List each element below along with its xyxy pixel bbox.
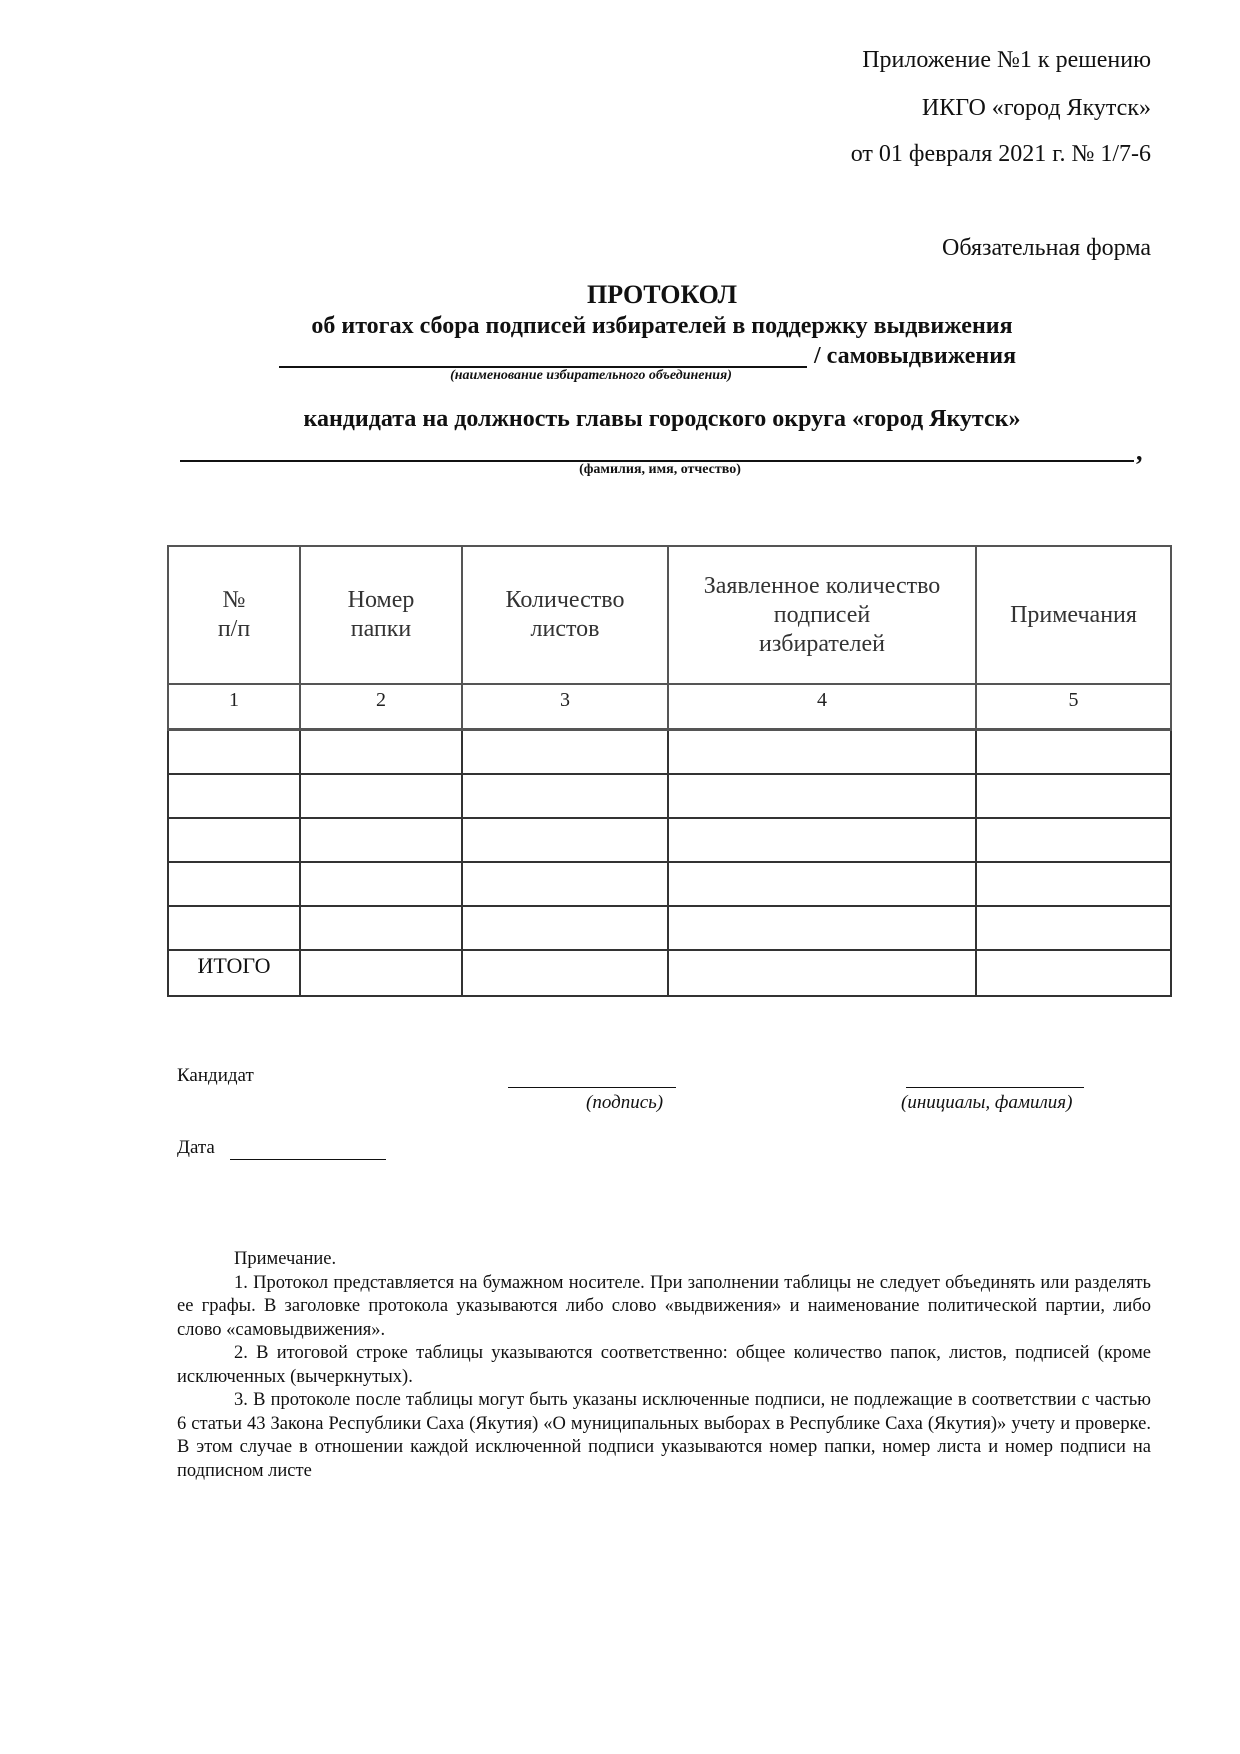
header-cell-number: № п/п xyxy=(168,546,300,684)
table-cell[interactable] xyxy=(168,862,300,906)
table-cell[interactable] xyxy=(300,774,462,818)
association-name-caption: (наименование избирательного объединения) xyxy=(450,368,732,383)
note-item: 1. Протокол представляется на бумажном носителе. При заполнении таблицы не следует объединять или разделять ее графы. В заголовке протокола указываются либо слово «выдвижения» и наименование политической партии, либо слово «самовыдвижения». xyxy=(177,1272,1151,1340)
table-cell[interactable] xyxy=(668,818,976,862)
column-number: 2 xyxy=(300,684,462,730)
table-cell[interactable] xyxy=(300,950,462,996)
table-cell[interactable] xyxy=(668,906,976,950)
note-item: 2. В итоговой строке таблицы указываются соответственно: общее количество папок, листов, подписей (кроме исключенных (вычеркнутых). xyxy=(177,1343,1151,1387)
table-cell[interactable] xyxy=(976,906,1171,950)
table-cell[interactable] xyxy=(668,862,976,906)
comma-mark: , xyxy=(1136,437,1143,466)
column-number: 1 xyxy=(168,684,300,730)
table-cell[interactable] xyxy=(300,730,462,775)
table-cell[interactable] xyxy=(300,862,462,906)
signature-caption: (подпись) xyxy=(586,1092,664,1113)
signature-line[interactable] xyxy=(508,1087,676,1088)
table-cell[interactable] xyxy=(668,774,976,818)
protocol-subtitle: об итогах сбора подписей избирателей в поддержку выдвижения xyxy=(311,313,1013,339)
table-row xyxy=(168,906,1171,950)
table-cell[interactable] xyxy=(976,818,1171,862)
table-row xyxy=(168,730,1171,775)
table-row xyxy=(168,862,1171,906)
table-cell[interactable] xyxy=(976,730,1171,775)
table-cell[interactable] xyxy=(462,862,668,906)
header-cell-folder: Номер папки xyxy=(300,546,462,684)
table-cell[interactable] xyxy=(976,950,1171,996)
table-row xyxy=(168,818,1171,862)
table-header-row xyxy=(168,546,1171,684)
notes-section xyxy=(177,1248,1151,1483)
column-number: 5 xyxy=(976,684,1171,730)
table-cell[interactable] xyxy=(168,906,300,950)
table-cell[interactable] xyxy=(300,906,462,950)
candidate-label: Кандидат xyxy=(177,1065,254,1086)
decision-date-number: от 01 февраля 2021 г. № 1/7-6 xyxy=(850,141,1151,167)
table-cell[interactable] xyxy=(462,730,668,775)
table-cell[interactable] xyxy=(300,818,462,862)
signatures-table xyxy=(167,545,1172,997)
candidate-name-caption: (фамилия, имя, отчество) xyxy=(579,462,741,477)
header-cell-sheets: Количество листов xyxy=(462,546,668,684)
table-cell[interactable] xyxy=(976,862,1171,906)
self-nomination-label: / самовыдвижения xyxy=(814,343,1017,369)
table-cell[interactable] xyxy=(976,774,1171,818)
table-cell[interactable] xyxy=(168,818,300,862)
date-line[interactable] xyxy=(230,1159,386,1160)
total-label: ИТОГО xyxy=(168,950,300,996)
date-label: Дата xyxy=(177,1137,215,1158)
table-cell[interactable] xyxy=(462,906,668,950)
initials-caption: (инициалы, фамилия) xyxy=(901,1092,1073,1113)
candidate-position-line: кандидата на должность главы городского округа «город Якутск» xyxy=(303,406,1021,432)
table-cell[interactable] xyxy=(168,730,300,775)
table-cell[interactable] xyxy=(462,774,668,818)
header-cell-signatures: Заявленное количество подписей избирателей xyxy=(668,546,976,684)
notes-title: Примечание. xyxy=(234,1249,337,1269)
table-total-row xyxy=(168,950,1171,996)
table-cell[interactable] xyxy=(168,774,300,818)
table-cell[interactable] xyxy=(668,950,976,996)
protocol-title: ПРОТОКОЛ xyxy=(587,280,737,309)
initials-line[interactable] xyxy=(906,1087,1084,1088)
commission-name: ИКГО «город Якутск» xyxy=(921,95,1151,121)
column-number: 4 xyxy=(668,684,976,730)
column-number: 3 xyxy=(462,684,668,730)
table-row xyxy=(168,774,1171,818)
header-cell-notes: Примечания xyxy=(976,546,1171,684)
appendix-reference: Приложение №1 к решению xyxy=(862,47,1151,73)
table-cell[interactable] xyxy=(462,950,668,996)
form-type-label: Обязательная форма xyxy=(942,235,1151,261)
note-item: 3. В протоколе после таблицы могут быть указаны исключенные подписи, не подлежащие в соответствии с частью 6 статьи 43 Закона Республики Саха (Якутия) «О муниципальных выборах в Республике Саха (Якутия)» учету и проверке. В этом случае в отношении каждой исключенной подписи указываются номер папки, номер листа и номер подписи на подписном листе xyxy=(177,1390,1151,1481)
column-number-row xyxy=(168,684,1171,730)
table-cell[interactable] xyxy=(668,730,976,775)
table-cell[interactable] xyxy=(462,818,668,862)
